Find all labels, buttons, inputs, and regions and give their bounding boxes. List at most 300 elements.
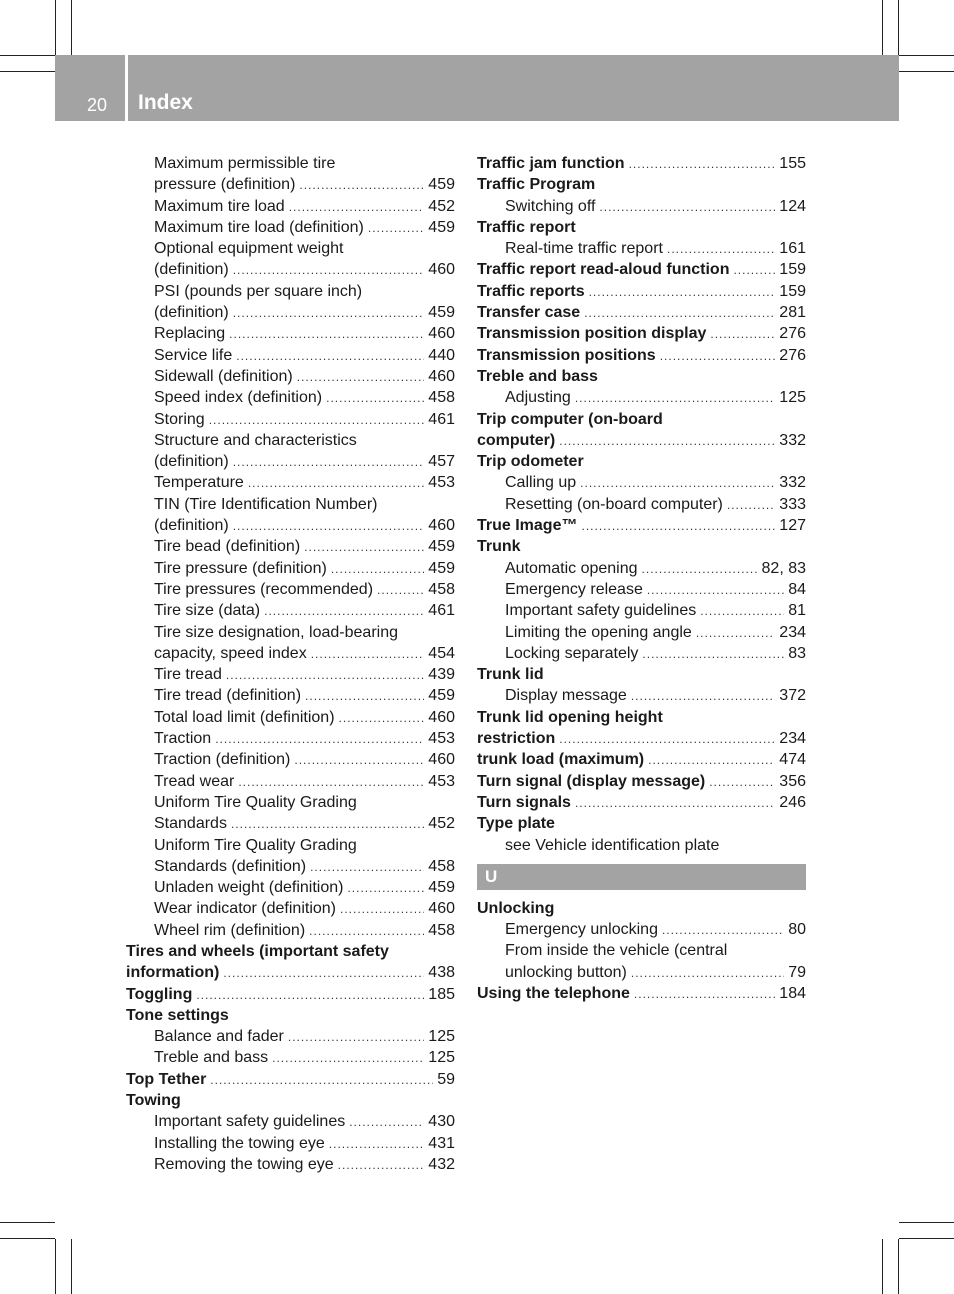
dot-leader (733, 260, 775, 280)
index-entry (477, 409, 806, 430)
index-entry (477, 813, 806, 834)
page-reference: 276 (779, 346, 806, 364)
page-reference: 459 (428, 879, 455, 897)
page-header (55, 55, 899, 121)
dot-leader (339, 708, 425, 728)
index-subentry (126, 1133, 455, 1154)
page-reference: 82, 83 (761, 559, 806, 577)
index-subentry (477, 238, 806, 259)
dot-leader (700, 601, 784, 621)
page-reference: 333 (779, 495, 806, 513)
page-reference: 459 (428, 176, 455, 194)
index-subentry (477, 643, 806, 664)
page-reference: 461 (428, 410, 455, 428)
entry-term: Tire size (data) (154, 602, 261, 620)
dot-leader (299, 175, 424, 195)
dot-leader (233, 260, 425, 280)
dot-leader (559, 729, 775, 749)
dot-leader (575, 388, 775, 408)
page-reference: 458 (428, 857, 455, 875)
crop-mark (899, 55, 954, 56)
crop-mark (899, 71, 954, 72)
index-subentry (126, 558, 455, 579)
index-subentry (477, 579, 806, 600)
index-entry (477, 217, 806, 238)
page-reference: 356 (779, 772, 806, 790)
index-entry (477, 898, 806, 919)
page-reference: 431 (428, 1134, 455, 1152)
entry-term: Tire pressure (definition) (154, 559, 327, 577)
entry-term: Transfer case (477, 304, 581, 322)
page-reference: 372 (779, 687, 806, 705)
index-entry (477, 323, 806, 344)
entry-term: Speed index (definition) (154, 389, 323, 407)
index-subentry (126, 685, 455, 706)
index-entry (126, 1090, 455, 1111)
dot-leader (647, 580, 784, 600)
dot-leader (196, 985, 424, 1005)
page-reference: 84 (788, 580, 806, 598)
page-reference: 460 (428, 367, 455, 385)
entry-term: (definition) (154, 453, 229, 471)
entry-term: Toggling (126, 985, 193, 1003)
index-entry (477, 728, 806, 749)
dot-leader (634, 984, 775, 1004)
page-reference: 459 (428, 559, 455, 577)
entry-term: trunk load (maximum) (477, 751, 645, 769)
index-subentry (126, 494, 455, 515)
entry-term: Optional equipment weight (154, 240, 344, 258)
dot-leader (662, 920, 784, 940)
page-reference: 460 (428, 261, 455, 279)
index-entry (477, 515, 806, 536)
page-reference: 432 (428, 1155, 455, 1173)
dot-leader (331, 559, 424, 579)
index-entry (477, 366, 806, 387)
index-subentry (126, 1154, 455, 1175)
dot-leader (667, 239, 775, 259)
dot-leader (642, 644, 784, 664)
index-subentry (126, 451, 455, 472)
dot-leader (599, 197, 775, 217)
page-reference: 124 (779, 197, 806, 215)
dot-leader (309, 921, 424, 941)
crop-mark (71, 1239, 72, 1294)
index-subentry (126, 728, 455, 749)
index-subentry (126, 707, 455, 728)
dot-leader (310, 857, 424, 877)
dot-leader (215, 729, 424, 749)
crop-mark (71, 0, 72, 55)
index-entry (477, 707, 806, 728)
dot-leader (329, 1134, 425, 1154)
entry-term: Tire pressures (recommended) (154, 580, 374, 598)
dot-leader (660, 346, 776, 366)
index-entry (477, 153, 806, 174)
index-subentry (126, 579, 455, 600)
index-subentry (477, 622, 806, 643)
dot-leader (272, 1048, 424, 1068)
page-reference: 184 (779, 984, 806, 1002)
crop-mark (0, 1222, 55, 1223)
index-subentry (126, 643, 455, 664)
page-title: Index (138, 91, 193, 114)
page-reference: 155 (779, 155, 806, 172)
dot-leader (710, 324, 775, 344)
entry-term: Turn signals (477, 793, 571, 811)
entry-term: Treble and bass (154, 1049, 269, 1067)
index-subentry (126, 792, 455, 813)
crop-mark (898, 0, 899, 55)
index-subentry (126, 1047, 455, 1068)
index-subentry (477, 196, 806, 217)
index-subentry (126, 749, 455, 770)
entry-term: Temperature (154, 474, 244, 492)
page-reference: 460 (428, 751, 455, 769)
index-subentry (477, 558, 806, 579)
entry-term: Storing (154, 410, 205, 428)
index-subentry (126, 835, 455, 856)
dot-leader (575, 793, 775, 813)
page-reference: 458 (428, 921, 455, 939)
page-reference: 460 (428, 517, 455, 535)
entry-term: Using the telephone (477, 984, 630, 1002)
index-subentry (126, 430, 455, 451)
entry-term: Wear indicator (definition) (154, 900, 337, 918)
section-letter-bar: U (477, 864, 806, 890)
index-subentry (477, 600, 806, 621)
index-subentry (126, 409, 455, 430)
entry-term: Tire tread (154, 666, 222, 684)
index-column-left (126, 153, 455, 1175)
dot-leader (709, 772, 775, 792)
entry-term: Tread wear (154, 772, 235, 790)
entry-term: Traffic report read-aloud function (477, 261, 730, 279)
index-entry (477, 792, 806, 813)
crop-mark (0, 71, 55, 72)
page-reference: 125 (428, 1028, 455, 1046)
page-reference: 459 (428, 218, 455, 236)
page-reference: 459 (428, 687, 455, 705)
index-entry (477, 771, 806, 792)
entry-term: Traction (definition) (154, 751, 291, 769)
dot-leader (231, 814, 424, 834)
dot-leader (642, 559, 758, 579)
entry-term: Tone settings (126, 1006, 229, 1024)
page-reference: 332 (779, 431, 806, 449)
dot-leader (297, 367, 425, 387)
dot-leader (581, 516, 775, 536)
page-reference: 453 (428, 730, 455, 748)
entry-term: Trunk lid opening height (477, 708, 663, 726)
index-subentry (126, 238, 455, 259)
page-reference: 454 (428, 644, 455, 662)
index-entry (477, 983, 806, 1004)
entry-term: (definition) (154, 517, 229, 535)
index-subentry (126, 622, 455, 643)
page-reference: 281 (779, 304, 806, 322)
entry-term: Uniform Tire Quality Grading (154, 836, 357, 854)
crop-mark (898, 1239, 899, 1294)
index-entry (477, 536, 806, 557)
entry-term: Traffic jam function (477, 155, 625, 172)
entry-term: TIN (Tire Identification Number) (154, 495, 378, 513)
entry-term: Important safety guidelines (154, 1113, 346, 1131)
page-reference: 459 (428, 538, 455, 556)
dot-leader (349, 1112, 424, 1132)
entry-term: True Image™ (477, 517, 578, 535)
entry-term: Resetting (on-board computer) (505, 495, 723, 513)
entry-term: Standards (154, 815, 227, 833)
index-subentry (126, 515, 455, 536)
dot-leader (368, 218, 424, 238)
index-entry (477, 259, 806, 280)
entry-term: Emergency release (505, 580, 643, 598)
page-reference: 459 (428, 304, 455, 322)
dot-leader (264, 601, 424, 621)
dot-leader (209, 410, 425, 430)
dot-leader (311, 644, 425, 664)
index-entry (126, 962, 455, 983)
page-reference: 79 (788, 963, 806, 981)
page-reference: 159 (779, 282, 806, 300)
index-subentry (126, 898, 455, 919)
index-subentry (477, 685, 806, 706)
page-reference: 80 (788, 921, 806, 939)
index-subentry (126, 345, 455, 366)
page-reference: 457 (428, 453, 455, 471)
entry-term: Transmission positions (477, 346, 656, 364)
index-entry (126, 1069, 455, 1090)
crop-mark (899, 1238, 954, 1239)
dot-leader (326, 388, 424, 408)
page-reference: 438 (428, 964, 455, 982)
page-reference: 83 (788, 644, 806, 662)
entry-term: Trip odometer (477, 453, 584, 471)
page-reference: 246 (779, 793, 806, 811)
index-subentry (126, 217, 455, 238)
entry-term: Trunk lid (477, 666, 544, 684)
page-reference: 460 (428, 708, 455, 726)
index-subentry (126, 366, 455, 387)
index-subentry (126, 259, 455, 280)
dot-leader (229, 324, 424, 344)
dot-leader (584, 303, 775, 323)
entry-term: restriction (477, 730, 556, 748)
entry-term: Calling up (505, 474, 577, 492)
index-entry (477, 430, 806, 451)
page-reference: 458 (428, 580, 455, 598)
entry-term: Maximum tire load (154, 197, 285, 215)
entry-term: Real-time traffic report (505, 240, 663, 258)
dot-leader (236, 346, 424, 366)
page-reference: 439 (428, 666, 455, 684)
crop-mark (55, 0, 56, 55)
index-entry (126, 941, 455, 962)
page-reference: 430 (428, 1113, 455, 1131)
entry-term: Tire tread (definition) (154, 687, 302, 705)
dot-leader (559, 431, 775, 451)
index-subentry (126, 323, 455, 344)
entry-term: Turn signal (display message) (477, 772, 706, 790)
dot-leader (238, 772, 424, 792)
entry-term: Traffic Program (477, 176, 596, 194)
entry-term: Display message (505, 687, 627, 705)
dot-leader (377, 580, 424, 600)
crop-mark (0, 1238, 55, 1239)
page-reference: 234 (779, 730, 806, 748)
page-reference: 159 (779, 261, 806, 279)
page-reference: 460 (428, 900, 455, 918)
entry-term: Unlocking (477, 899, 555, 917)
entry-term: unlocking button) (505, 963, 627, 981)
page-reference: 59 (437, 1070, 455, 1088)
index-subentry (126, 281, 455, 302)
dot-leader (233, 516, 425, 536)
entry-term: Treble and bass (477, 367, 598, 385)
index-entry (126, 1005, 455, 1026)
index-subentry (477, 494, 806, 515)
index-subentry (477, 835, 806, 856)
dot-leader (288, 1027, 424, 1047)
dot-leader (580, 473, 775, 493)
entry-term: Sidewall (definition) (154, 367, 293, 385)
index-column-right (477, 153, 806, 1004)
page-reference: 125 (779, 389, 806, 407)
entry-term: Locking separately (505, 644, 639, 662)
entry-term: Type plate (477, 815, 555, 833)
crop-mark (55, 1239, 56, 1294)
entry-term: Adjusting (505, 389, 571, 407)
page-reference: 461 (428, 602, 455, 620)
entry-term: Emergency unlocking (505, 921, 658, 939)
entry-term: From inside the vehicle (central (505, 942, 728, 960)
index-subentry (126, 664, 455, 685)
entry-term: PSI (pounds per square inch) (154, 282, 363, 300)
page-number: 20 (87, 95, 108, 115)
page-reference: 276 (779, 325, 806, 343)
entry-term: Towing (126, 1092, 181, 1110)
dot-leader (304, 537, 424, 557)
page-reference: 127 (779, 517, 806, 535)
entry-term: Automatic opening (505, 559, 638, 577)
entry-term: Maximum tire load (definition) (154, 218, 364, 236)
index-subentry (126, 302, 455, 323)
index-subentry (126, 387, 455, 408)
dot-leader (226, 665, 424, 685)
entry-term: Unladen weight (definition) (154, 879, 344, 897)
index-entry (477, 302, 806, 323)
index-entry (477, 281, 806, 302)
crop-mark (882, 0, 883, 55)
entry-term: Standards (definition) (154, 857, 307, 875)
page-reference: 474 (779, 751, 806, 769)
entry-term: Tire bead (definition) (154, 538, 301, 556)
entry-term: Structure and characteristics (154, 431, 357, 449)
dot-leader (305, 686, 424, 706)
index-subentry (126, 771, 455, 792)
entry-term: Switching off (505, 197, 596, 215)
index-subentry (126, 856, 455, 877)
dot-leader (233, 303, 425, 323)
dot-leader (294, 750, 424, 770)
index-subentry (126, 920, 455, 941)
index-entry (477, 664, 806, 685)
entry-term: Wheel rim (definition) (154, 921, 306, 939)
page-reference: 332 (779, 474, 806, 492)
entry-term: (definition) (154, 304, 229, 322)
entry-term: (definition) (154, 261, 229, 279)
dot-leader (340, 899, 424, 919)
dot-leader (248, 473, 424, 493)
dot-leader (696, 623, 775, 643)
page-reference: 440 (428, 346, 455, 364)
entry-term: Installing the towing eye (154, 1134, 325, 1152)
entry-term: Total load limit (definition) (154, 708, 335, 726)
crop-mark (882, 1239, 883, 1294)
entry-term: Traction (154, 730, 212, 748)
index-subentry (126, 600, 455, 621)
index-subentry (126, 536, 455, 557)
entry-term: computer) (477, 431, 556, 449)
index-subentry (126, 1111, 455, 1132)
dot-leader (223, 963, 424, 983)
entry-term: Tire size designation, load-bearing (154, 623, 398, 641)
entry-term: information) (126, 964, 220, 982)
crop-mark (899, 1222, 954, 1223)
page-reference: 460 (428, 325, 455, 343)
header-divider (125, 55, 128, 121)
index-subentry (126, 174, 455, 195)
entry-term: capacity, speed index (154, 644, 307, 662)
entry-term: Uniform Tire Quality Grading (154, 793, 357, 811)
index-subentry (126, 472, 455, 493)
page-reference: 452 (428, 197, 455, 215)
dot-leader (629, 154, 776, 174)
crop-mark (0, 55, 55, 56)
entry-term: Important safety guidelines (505, 602, 697, 620)
page-reference: 125 (428, 1049, 455, 1067)
entry-term: Replacing (154, 325, 226, 343)
entry-term: Service life (154, 346, 233, 364)
page-reference: 458 (428, 389, 455, 407)
index-subentry (126, 1026, 455, 1047)
dot-leader (347, 878, 424, 898)
index-subentry (477, 940, 806, 961)
entry-term: Trip computer (on-board (477, 410, 663, 428)
index-subentry (126, 153, 455, 174)
index-entry (477, 174, 806, 195)
dot-leader (648, 750, 775, 770)
dot-leader (727, 495, 775, 515)
index-entry (477, 749, 806, 770)
index-subentry (477, 387, 806, 408)
index-subentry (477, 962, 806, 983)
entry-term: pressure (definition) (154, 176, 296, 194)
dot-leader (631, 686, 775, 706)
dot-leader (233, 452, 425, 472)
entry-term: Trunk (477, 538, 521, 556)
page-reference: 185 (428, 985, 455, 1003)
index-subentry (126, 877, 455, 898)
entry-term: Traffic reports (477, 282, 585, 300)
entry-term: Transmission position display (477, 325, 707, 343)
page-reference: 453 (428, 474, 455, 492)
entry-term: Limiting the opening angle (505, 623, 692, 641)
entry-term: Top Tether (126, 1070, 207, 1088)
page-reference: 81 (788, 602, 806, 620)
index-subentry (126, 813, 455, 834)
